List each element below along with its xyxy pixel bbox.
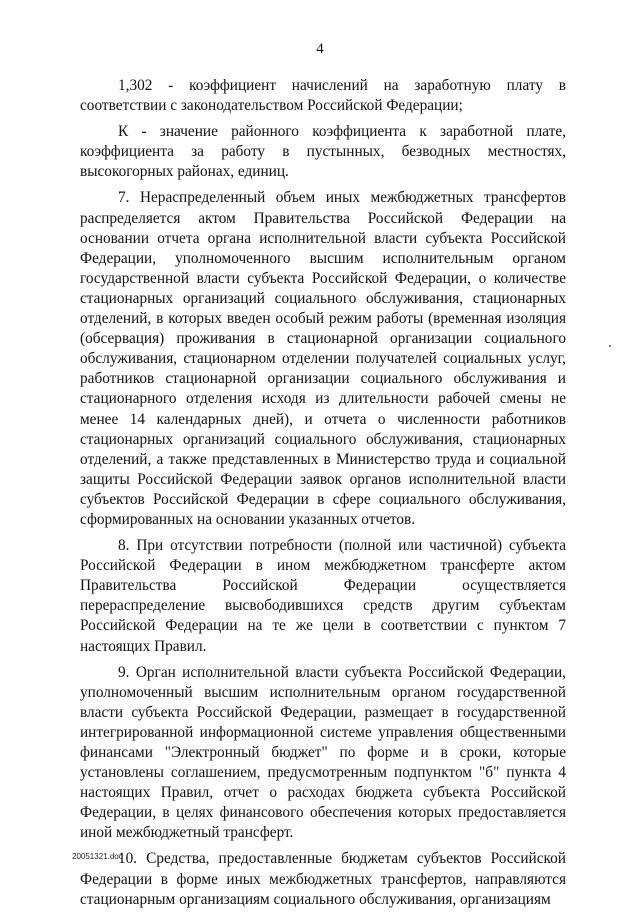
file-name-footer: 20051321.doc xyxy=(72,852,123,861)
paragraph-item-10: 10. Средства, предоставленные бюджетам субъектов Российской Федерации в форме иных межбюджетных трансфертов, направляются стационарным организациям социального обслуживания, организациям xyxy=(80,850,566,908)
page-number: 4 xyxy=(316,41,324,57)
paragraph-item-8: 8. При отсутствии потребности (полной или частичной) субъекта Российской Федерации в ином межбюджетном трансферте актом Правительства Российской Федерации осуществляется перераспределение высвободившихся средств другим субъектам Российской Федерации на те же цели в соответствии с пунктом 7 настоящих Правил. xyxy=(80,537,566,655)
paragraph-payroll-coefficient: 1,302 - коэффициент начислений на заработную плату в соответствии с законодательством Российской Федерации; xyxy=(80,77,566,115)
document-body xyxy=(80,76,566,916)
paragraph-item-7: 7. Нераспределенный объем иных межбюджетных трансфертов распределяется актом Правительства Российской Федерации на основании отчета органа исполнительной власти субъекта Российской Федерации, уполномоченного высшим исполнительным органом государственной власти субъекта Российской Федерации, о количестве стационарных организаций социального обслуживания, стационарных отделений, в которых введен особый режим работы (временная изоляция (обсервация) проживания в стационарной организации социального обслуживания, стационарном отделении получателей социальных услуг, работников стационарной организации социального обслуживания и стационарного отделения исходя из длительности рабочей смены не менее 14 календарных дней), и отчета о численности работников стационарных организаций социального обслуживания, стационарных отделений, а также представленных в Министерство труда и социальной защиты Российской Федерации заявок органов исполнительной власти субъектов Российской Федерации в сфере социального обслуживания, сформированных на основании указанных отчетов. xyxy=(80,189,566,528)
paragraph-item-9: 9. Орган исполнительной власти субъекта Российской Федерации, уполномоченный высшим исполнительным органом государственной власти субъекта Российской Федерации, размещает в государственной интегрированной информационной системе управления общественными финансами "Электронный бюджет" по форме и в сроки, которые установлены соглашением, предусмотренным подпунктом "б" пункта 4 настоящих Правил, отчет о расходах бюджета субъекта Российской Федерации, в целях финансового обеспечения которых предоставляется иной межбюджетный трансферт. xyxy=(80,663,566,842)
scan-speck xyxy=(609,345,611,347)
paragraph-regional-coefficient: К - значение районного коэффициента к заработной плате, коэффициента за работу в пустынных, безводных местностях, высокогорных районах, единиц. xyxy=(80,123,566,181)
